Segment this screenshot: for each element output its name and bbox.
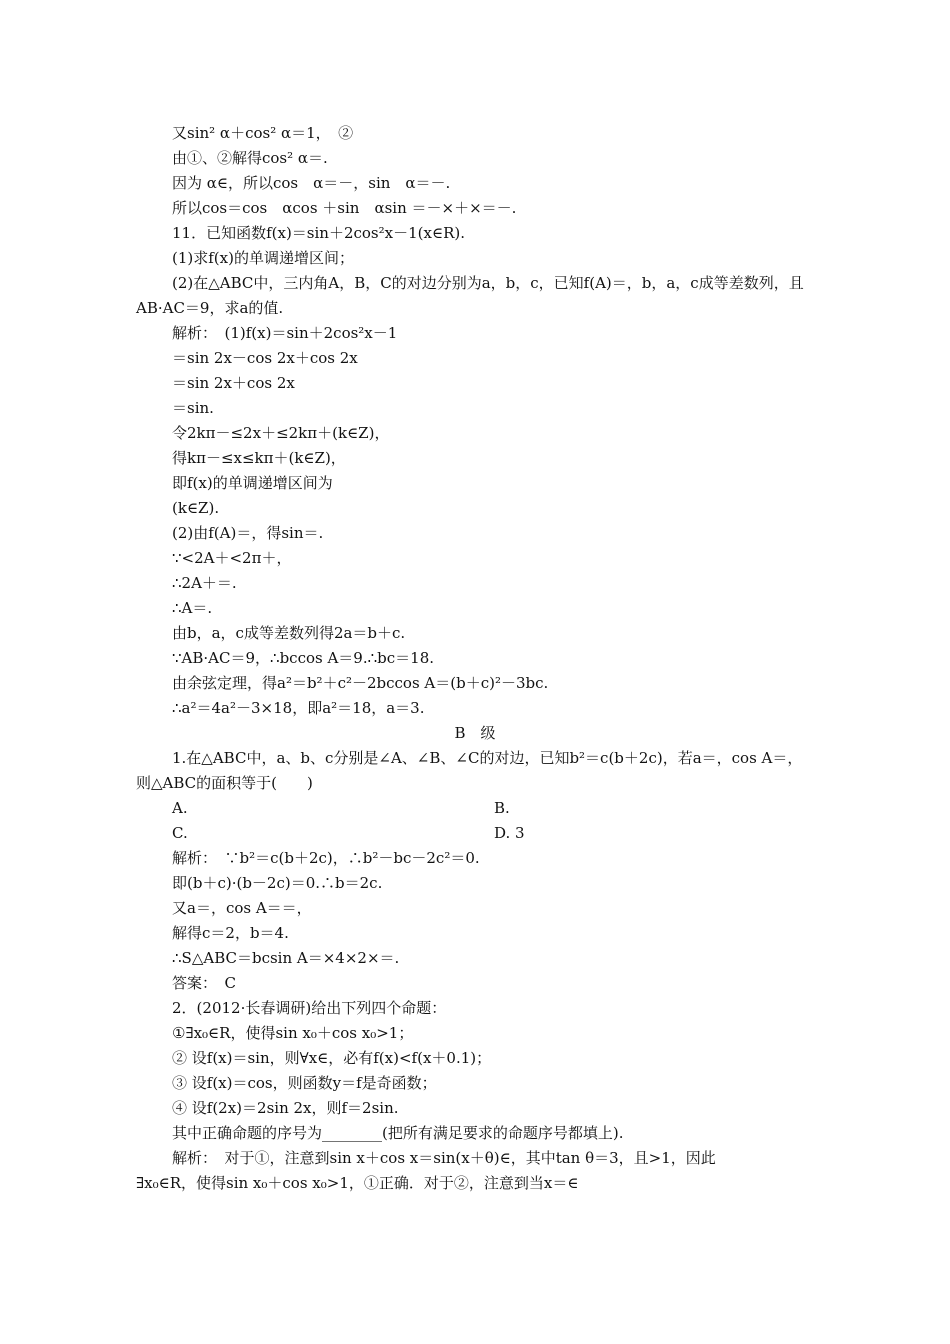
solution-label: 解析： ∵b²＝c(b＋2c)，∴b²－bc－2c²＝0. [172, 849, 480, 867]
proposition-3: ③ 设f(x)＝cos，则函数y＝f是奇函数； [172, 1074, 437, 1092]
text-line: 解得c＝2，b＝4. [172, 924, 289, 942]
text-line: ＝sin 2x－cos 2x＋cos 2x [172, 349, 358, 367]
text-line: 又sin² α＋cos² α＝1， ② [172, 124, 354, 142]
solution-label: 解析： (1)f(x)＝sin＋2cos²x－1 [172, 324, 398, 342]
text-line: ∴S△ABC＝bcsin A＝×4×2×＝. [172, 949, 400, 967]
proposition-2: ② 设f(x)＝sin，则∀x∈，必有f(x)<f(x＋0.1)； [172, 1049, 492, 1067]
text-line: (k∈Z). [172, 499, 220, 517]
text-line: ∴A＝. [172, 599, 213, 617]
text-line: 由①、②解得cos² α＝. [172, 149, 328, 167]
option-a: A. [172, 799, 188, 817]
text-line: ∴2A＋＝. [172, 574, 237, 592]
text-line: 所以cos＝cos αcos ＋sin αsin ＝－×＋×＝－. [172, 199, 517, 217]
text-line: 由b，a，c成等差数列得2a＝b＋c. [172, 624, 406, 642]
problem-2-statement: 2．(2012·长春调研)给出下列四个命题： [172, 999, 447, 1017]
text-line: ＝sin 2x＋cos 2x [172, 374, 295, 392]
proposition-4: ④ 设f(2x)＝2sin 2x，则f＝2sin. [172, 1099, 399, 1117]
answer-line: 答案： C [172, 974, 236, 992]
text-line: (1)求f(x)的单调递增区间； [172, 249, 354, 267]
option-b: B. [494, 799, 510, 817]
problem-1-statement: 1.在△ABC中，a、b、c分别是∠A、∠B、∠C的对边，已知b²＝c(b＋2c)，若a＝，cos A＝， [172, 749, 803, 767]
text-line: ∵<2A＋<2π＋， [172, 549, 292, 567]
text-line: 因为 α∈，所以cos α＝－，sin α＝－. [172, 174, 451, 192]
problem-11-statement: 11．已知函数f(x)＝sin＋2cos²x－1(x∈R). [172, 224, 465, 242]
text-line: 则△ABC的面积等于( ) [136, 774, 313, 792]
text-line: ＝sin. [172, 399, 214, 417]
text-line: 即(b＋c)·(b－2c)＝0.∴b＝2c. [172, 874, 383, 892]
text-line: (2)由f(A)＝，得sin＝. [172, 524, 324, 542]
section-heading: B 级 [454, 724, 496, 742]
solution-label: 解析： 对于①，注意到sin x＋cos x＝sin(x＋θ)∈，其中tan θ＝3，且>1，因此 [172, 1149, 716, 1167]
text-line: 即f(x)的单调递增区间为 [172, 474, 333, 492]
text-line: ∴a²＝4a²－3×18，即a²＝18，a＝3. [172, 699, 425, 717]
text-line: 又a＝，cos A＝＝， [172, 899, 312, 917]
text-line: 其中正确命题的序号为________(把所有满足要求的命题序号都填上). [172, 1124, 624, 1142]
text-line: 由余弦定理，得a²＝b²＋c²－2bccos A＝(b＋c)²－3bc. [172, 674, 549, 692]
text-line: (2)在△ABC中，三内角A，B，C的对边分别为a，b，c，已知f(A)＝，b，a，c成等差数列，且 [172, 274, 804, 292]
text-line: 令2kπ－≤2x＋≤2kπ＋(k∈Z)， [172, 424, 390, 442]
text-line: ∵AB·AC＝9，∴bccos A＝9.∴bc＝18. [172, 649, 435, 667]
text-line: AB·AC＝9，求a的值. [136, 299, 284, 317]
option-c: C. [172, 824, 188, 842]
option-d: D. 3 [494, 824, 525, 842]
text-line: ∃x₀∈R，使得sin x₀＋cos x₀>1，①正确．对于②，注意到当x＝∈ [136, 1174, 579, 1192]
proposition-1: ①∃x₀∈R，使得sin x₀＋cos x₀>1； [172, 1024, 414, 1042]
text-line: 得kπ－≤x≤kπ＋(k∈Z)， [172, 449, 346, 467]
